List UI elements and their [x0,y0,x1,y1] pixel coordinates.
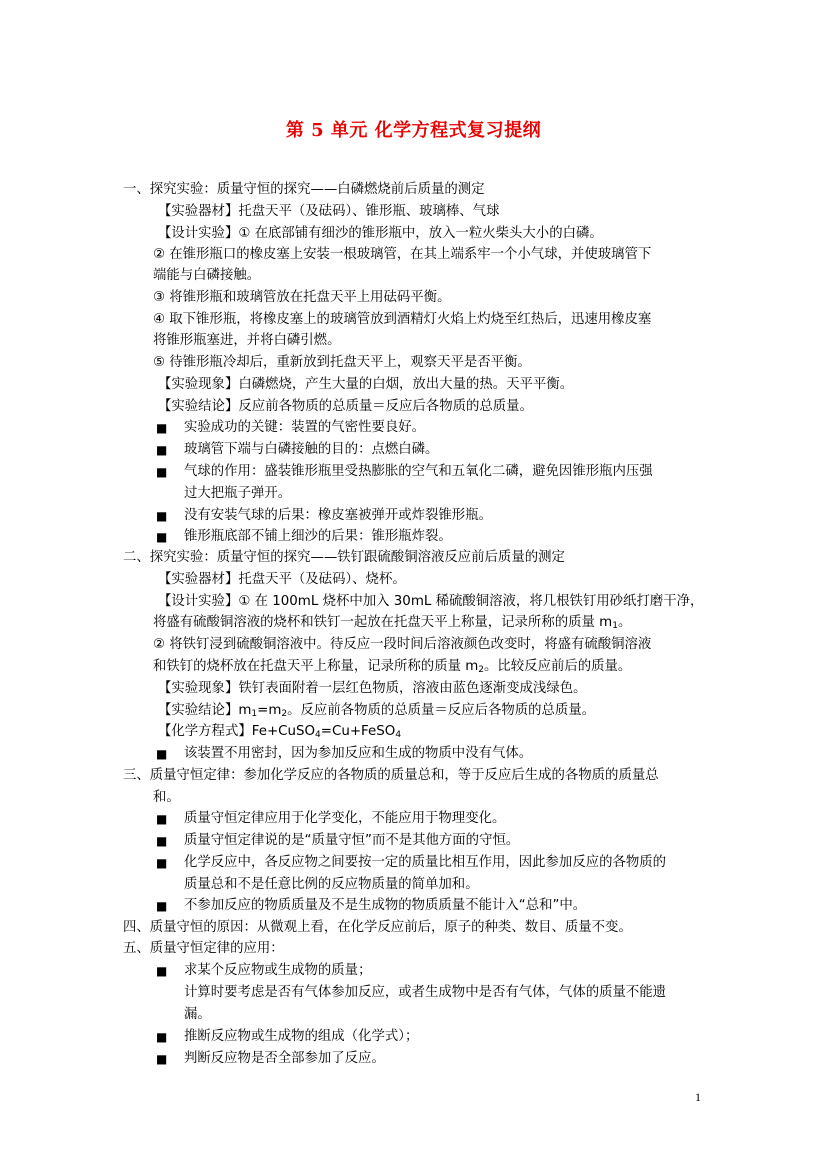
section-5-heading: 五、质量守恒定律的应用： [123,941,284,956]
bullet-icon: ■ [156,509,168,523]
s5-bullet-1-note-b: 漏。 [184,1007,211,1022]
s2-design-2b-text: 和铁钉的烧杯放在托盘天平上称量，记录所称的质量 m [153,659,479,674]
s2-concl-sub2: 2 [281,709,288,719]
s1-design-2b: 端能与白磷接触。 [153,268,261,283]
bullet-icon: ■ [156,856,168,870]
bullet-icon: ■ [156,812,168,826]
bullet-icon: ■ [156,747,168,761]
s2-conclusion [158,702,595,723]
bullet-icon: ■ [156,1030,168,1044]
s2-design-1b [153,614,631,635]
s1-bullet-5: 锥形瓶底部不铺上细沙的后果：锥形瓶炸裂。 [184,529,452,544]
s5-bullet-2: 推断反应物或生成物的组成（化学式）； [184,1029,419,1044]
s1-bullet-1: 实验成功的关键：装置的气密性要良好。 [184,420,426,435]
bullet-icon: ■ [156,899,168,913]
s5-bullet-1: 求某个反应物或生成物的质量； [184,963,372,978]
s1-phenomenon: 【实验现象】白磷燃烧，产生大量的白烟，放出大量的热。天平平衡。 [158,377,574,392]
page-title: 第 5 单元 化学方程式复习提纲 [285,120,542,141]
s2-equation [158,723,401,744]
s2-design-2b-subscript: 2 [478,665,485,675]
s2-concl-end: 。反应前各物质的总质量＝反应后各物质的总质量。 [287,703,596,718]
s2-eq-sub1: 4 [315,730,321,740]
s2-concl-sub1: 1 [251,709,258,719]
section-3-heading-b: 和。 [153,790,180,805]
s2-design-1b-subscript: 1 [612,621,618,631]
s3-bullet-4: 不参加反应的物质质量及不是生成物的物质质量不能计入“总和”中。 [184,898,587,913]
s1-design-5: ⑤ 待锥形瓶冷却后，重新放到托盘天平上，观察天平是否平衡。 [153,355,531,370]
s3-bullet-3b: 质量总和不是任意比例的反应物质量的简单加和。 [184,877,479,892]
s2-eq-pre: 【化学方程式】Fe+CuSO [158,724,316,739]
s1-design-1: 【设计实验】① 在底部铺有细沙的锥形瓶中，放入一粒火柴头大小的白磷。 [158,226,603,241]
s3-bullet-3a: 化学反应中，各反应物之间要按一定的质量比相互作用，因此参加反应的各物质的 [184,855,667,870]
s1-bullet-3b: 过大把瓶子弹开。 [184,486,292,501]
section-1-heading: 一、探究实验：质量守恒的探究——白磷燃烧前后质量的测定 [123,182,485,197]
s2-eq-sub2: 4 [395,730,402,740]
bullet-icon: ■ [156,465,168,479]
bullet-icon: ■ [156,530,168,544]
s2-design-2b [153,658,631,679]
s2-eq-mid: =Cu+FeSO [320,724,396,739]
section-3-heading-a: 三、质量守恒定律：参加化学反应的各物质的质量总和，等于反应后生成的各物质的质量总 [123,768,659,783]
s2-concl-pre: 【实验结论】m [158,703,252,718]
bullet-icon: ■ [156,964,168,978]
s3-bullet-1: 质量守恒定律应用于化学变化，不能应用于物理变化。 [184,811,506,826]
page-number: 1 [695,1090,701,1104]
section-2-heading: 二、探究实验：质量守恒的探究——铁钉跟硫酸铜溶液反应前后质量的测定 [123,550,565,565]
s1-equipment: 【实验器材】托盘天平（及砝码）、锥形瓶、玻璃棒、气球 [158,204,500,219]
s2-design-2b-end: 。比较反应前后的质量。 [484,659,632,674]
s2-equipment: 【实验器材】托盘天平（及砝码）、烧杯。 [158,572,406,587]
s2-design-1b-text: 将盛有硫酸铜溶液的烧杯和铁钉一起放在托盘天平上称量，记录所称的质量 m [153,615,613,630]
bullet-icon: ■ [156,1052,168,1066]
s5-bullet-1-note-a: 计算时要考虑是否有气体参加反应，或者生成物中是否有气体，气体的质量不能遗 [184,985,667,1000]
s1-conclusion: 【实验结论】反应前各物质的总质量＝反应后各物质的总质量。 [158,399,533,414]
s2-concl-mid: =m [257,703,282,718]
s1-design-4a: ④ 取下锥形瓶，将橡皮塞上的玻璃管放到酒精灯火焰上灼烧至红热后，迅速用橡皮塞 [153,312,652,327]
s1-design-4b: 将锥形瓶塞进，并将白磷引燃。 [153,333,341,348]
s1-bullet-3a: 气球的作用：盛装锥形瓶里受热膨胀的空气和五氧化二磷，避免因锥形瓶内压强 [184,464,653,479]
bullet-icon: ■ [156,421,168,435]
s2-phenomenon: 【实验现象】铁钉表面附着一层红色物质，溶液由蓝色逐渐变成浅绿色。 [158,681,587,696]
s2-design-1a: 【设计实验】① 在 100mL 烧杯中加入 30mL 稀硫酸铜溶液，将几根铁钉用砂纸打磨干净， [158,594,704,609]
s2-design-1b-end: 。 [617,615,632,630]
section-4-heading: 四、质量守恒的原因：从微观上看，在化学反应前后，原子的种类、数目、质量不变。 [123,920,632,935]
s5-bullet-3: 判断反应物是否全部参加了反应。 [184,1051,385,1066]
s1-bullet-2: 玻璃管下端与白磷接触的目的：点燃白磷。 [184,442,439,457]
s1-design-3: ③ 将锥形瓶和玻璃管放在托盘天平上用砝码平衡。 [153,290,451,305]
s2-design-2a: ② 将铁钉浸到硫酸铜溶液中。待反应一段时间后溶液颜色改变时，将盛有硫酸铜溶液 [153,637,652,652]
s1-design-2a: ② 在锥形瓶口的橡皮塞上安装一根玻璃管，在其上端系牢一个小气球，并使玻璃管下 [153,247,652,262]
s1-bullet-4: 没有安装气球的后果：橡皮塞被弹开或炸裂锥形瓶。 [184,508,492,523]
s2-bullet-1: 该装置不用密封，因为参加反应和生成的物质中没有气体。 [184,746,533,761]
bullet-icon: ■ [156,834,168,848]
bullet-icon: ■ [156,443,168,457]
s3-bullet-2: 质量守恒定律说的是“质量守恒”而不是其他方面的守恒。 [184,833,520,848]
